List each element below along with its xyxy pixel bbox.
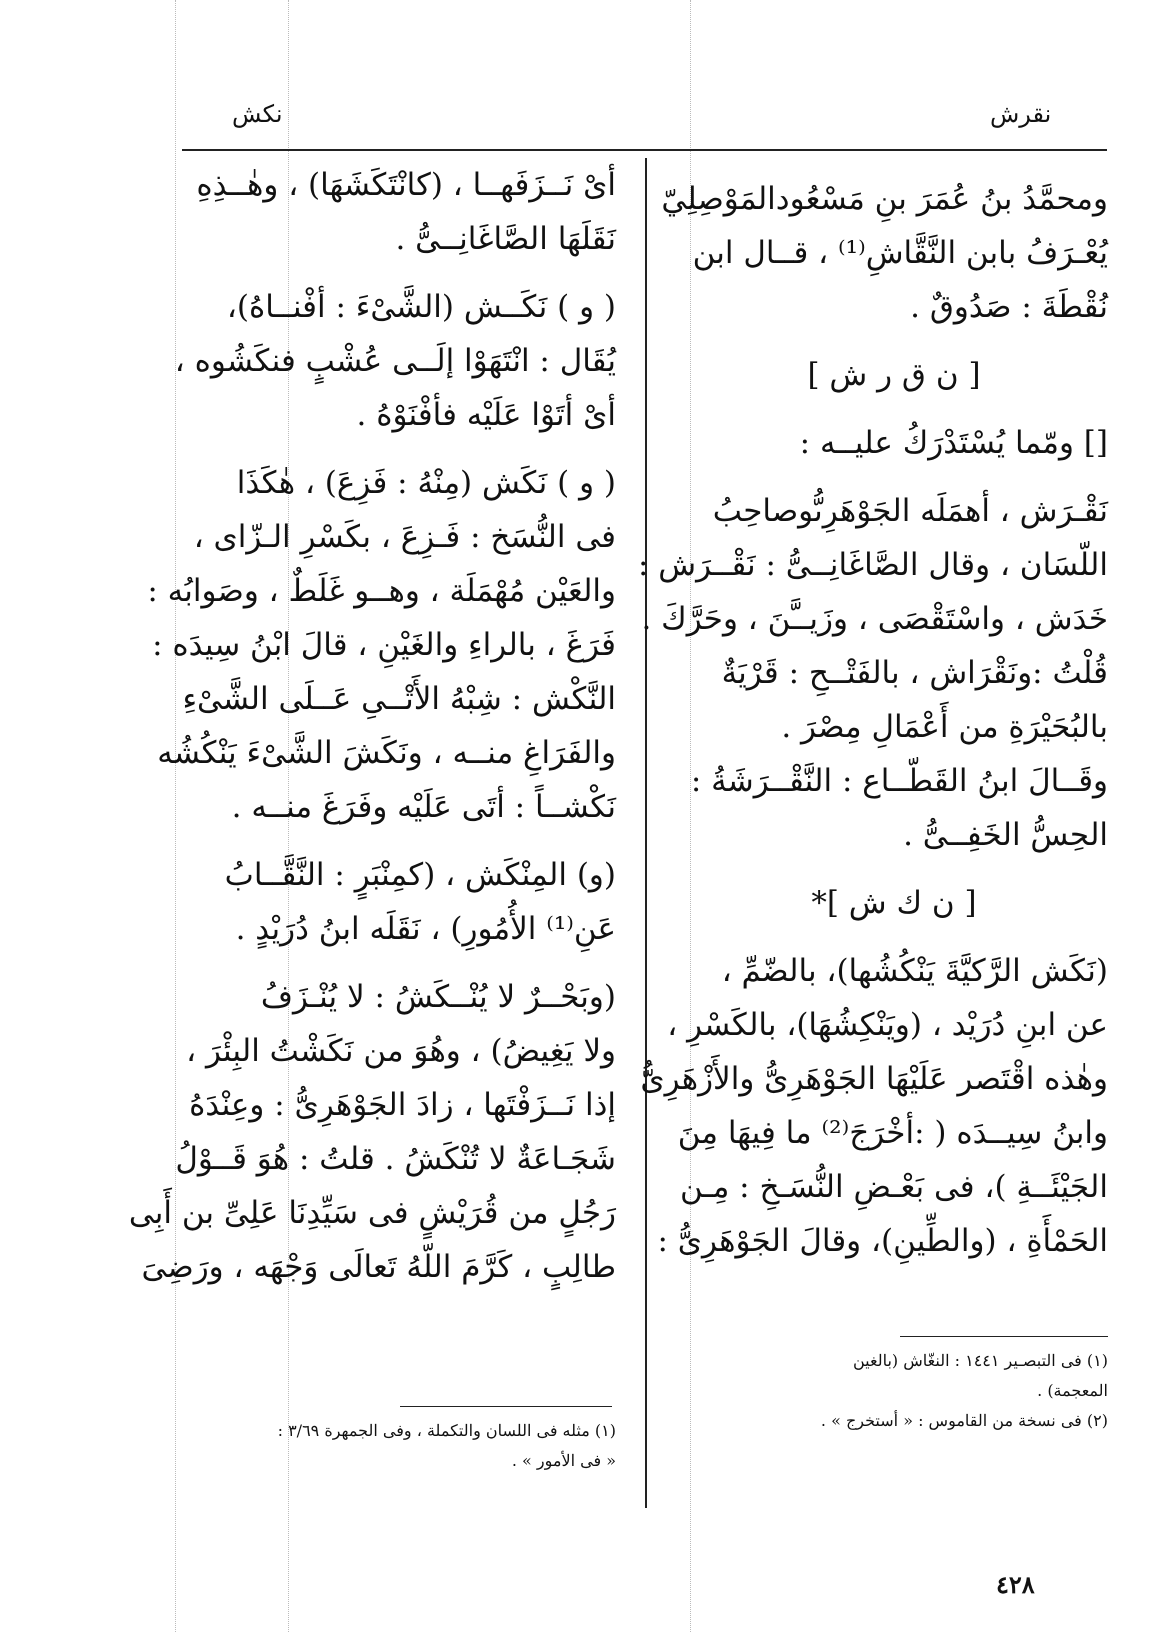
text-line: نَقَلَهَا الصَّاغَانِــىُّ . xyxy=(395,221,616,257)
text-line: الجَيْئَــةِ )، فى بَعْـضِ النُّسَـخِ : مِـن xyxy=(680,1169,1108,1205)
text-line: نَقْـرَش ، أهمَلَه الجَوْهَرِىُّوصاحِبُ xyxy=(712,493,1108,529)
column-divider xyxy=(645,158,647,1508)
text-line: يُقَال : انْتَهَوْا إلَــى عُشْبٍ فنكَشُوه ، xyxy=(174,343,616,379)
entry-heading: [ ن ك ش ]* xyxy=(811,885,977,921)
text-line: أىْ أتَوْا عَلَيْه فأفْنَوْهُ . xyxy=(356,397,616,433)
text-line: النَّكْش : شِبْهُ الأَتْــىِ عَــلَى الشَّىْءِ xyxy=(182,681,616,717)
header-right-word: نقرش xyxy=(990,100,1052,128)
text-line: ( و ) نَكَــش (الشَّىْءَ : أفْنــاهُ)، xyxy=(226,289,616,325)
text-line: طالِبٍ ، كَرَّمَ اللّهُ تَعالَى وَجْهَه ، ورَضِىَ xyxy=(141,1249,616,1285)
text-line: شَجَـاعَةٌ لا تُنْكَشُ . قلتُ : هُوَ قَــوْلُ xyxy=(175,1141,616,1177)
header-rule xyxy=(182,149,1107,151)
left-footnotes xyxy=(170,1416,616,1476)
text-line: إذا نَــزَفْتَها ، زادَ الجَوْهَرِىُّ : وعِنْدَهُ xyxy=(189,1087,616,1123)
footnote-rule xyxy=(900,1336,1108,1337)
text-line: (نَكَش الرَّكيَّةَ يَنْكُشُها)، بالضّمِّ ، xyxy=(721,953,1108,989)
text-line: وقَــالَ ابنُ القَطّــاع : النَّقْــرَشَةُ : xyxy=(690,763,1108,799)
text-line: نَكْشــاً : أتَى عَلَيْه وفَرَغَ منــه . xyxy=(231,789,616,825)
right-footnotes xyxy=(680,1346,1108,1436)
left-column xyxy=(128,158,616,1294)
text-line: يُعْـرَفُ بابن النَّقَّاشِ⁽¹⁾ ، قــال ابن xyxy=(692,235,1108,271)
text-line: الحِسُّ الخَفِــىُّ . xyxy=(903,817,1108,853)
text-line: [] ومّما يُسْتَدْرَكُ عليــه : xyxy=(799,425,1108,461)
text-line: اللّسَان ، وقال الصَّاغَانِــىُّ : نَقْــرَش : xyxy=(637,547,1108,583)
footnote: المعجمة) . xyxy=(1037,1381,1108,1400)
footnote: (١) فى التبصـير ١٤٤١ : النغّاش (بالغين xyxy=(853,1351,1108,1370)
text-line: الحَمْأَةِ ، (والطِّينِ)، وقالَ الجَوْهَرِىُّ : xyxy=(657,1223,1108,1259)
text-line: عن ابنِ دُرَيْد ، (ويَنْكِشُهَا)، بالكَسْرِ ، xyxy=(667,1007,1108,1043)
page-number: ٤٢٨ xyxy=(996,1570,1035,1599)
footnote: (١) مثله فى اللسان والتكملة ، وفى الجمهرة ٣/٦٩ : xyxy=(277,1421,616,1440)
text-line: (وبَحْــرٌ لا يُنْــكَشُ : لا يُنْـزَفُ xyxy=(260,979,616,1015)
text-line: (و) المِنْكَش ، (كمِنْبَرٍ : النَّقَّــابُ xyxy=(224,857,616,893)
text-line: ( و ) نَكَش (مِنْهُ : فَزِعَ) ، هٰكَذَا xyxy=(236,465,616,501)
text-line: والفَرَاغِ منــه ، ونَكَشَ الشَّىْءَ يَنْكُشُه xyxy=(157,735,616,771)
text-line: خَدَش ، واسْتَقْصَى ، وزَيــَّنَ ، وحَرَّكَ . xyxy=(641,601,1108,637)
footnote: « فى الأمور » . xyxy=(511,1451,616,1470)
text-line: بالبُحَيْرَةِ من أَعْمَالِ مِصْرَ . xyxy=(781,709,1108,745)
text-line: ومحمَّدُ بنُ عُمَرَ بنِ مَسْعُودالمَوْصِلِيّ xyxy=(661,181,1108,217)
text-line: نُقْطَةَ : صَدُوقٌ . xyxy=(910,289,1108,325)
text-line: عَنِ⁽¹⁾ الأُمُورِ) ، نَقَلَه ابنُ دُرَيْدٍ . xyxy=(235,911,616,947)
header-left-word: نكش xyxy=(232,100,283,128)
text-line: أىْ نَــزَفَهــا ، (كانْتَكَشَهَا) ، وهٰــذِهِ xyxy=(196,167,616,203)
entry-heading: [ ن ق ر ش ] xyxy=(807,357,981,393)
text-line: قُلْتُ :ونَقْرَاش ، بالفَتْــحِ : قَرْيَةٌ xyxy=(721,655,1108,691)
footnote: (٢) فى نسخة من القاموس : « أستخرج » . xyxy=(820,1411,1108,1430)
text-line: وهٰذه اقْتَصر عَلَيْهَا الجَوْهَرِىُّ والأَزْهَرِىُّ xyxy=(640,1061,1108,1097)
right-column xyxy=(637,172,1108,1268)
text-line: والعَيْن مُهْمَلَة ، وهــو غَلَطٌ ، وصَوابُه : xyxy=(147,573,616,609)
text-line: فى النُّسَخ : فَـزِعَ ، بكَسْرِ الـزّاى ، xyxy=(193,519,616,555)
text-line: فَرَغَ ، بالراءِ والغَيْنِ ، قالَ ابْنُ سِيدَه : xyxy=(152,627,616,663)
text-line: رَجُلٍ من قُرَيْشٍ فى سَيِّدِنَا عَلِىِّ بن أَبِى xyxy=(128,1195,616,1231)
footnote-rule xyxy=(400,1406,612,1407)
text-line: وابنُ سِيــدَه ( :أخْرَجَ⁽²⁾ ما فِيهَا مِنَ xyxy=(677,1115,1108,1151)
text-line: ولا يَغِيضُ) ، وهُوَ من نَكَشْتُ البِئْرَ ، xyxy=(186,1033,616,1069)
